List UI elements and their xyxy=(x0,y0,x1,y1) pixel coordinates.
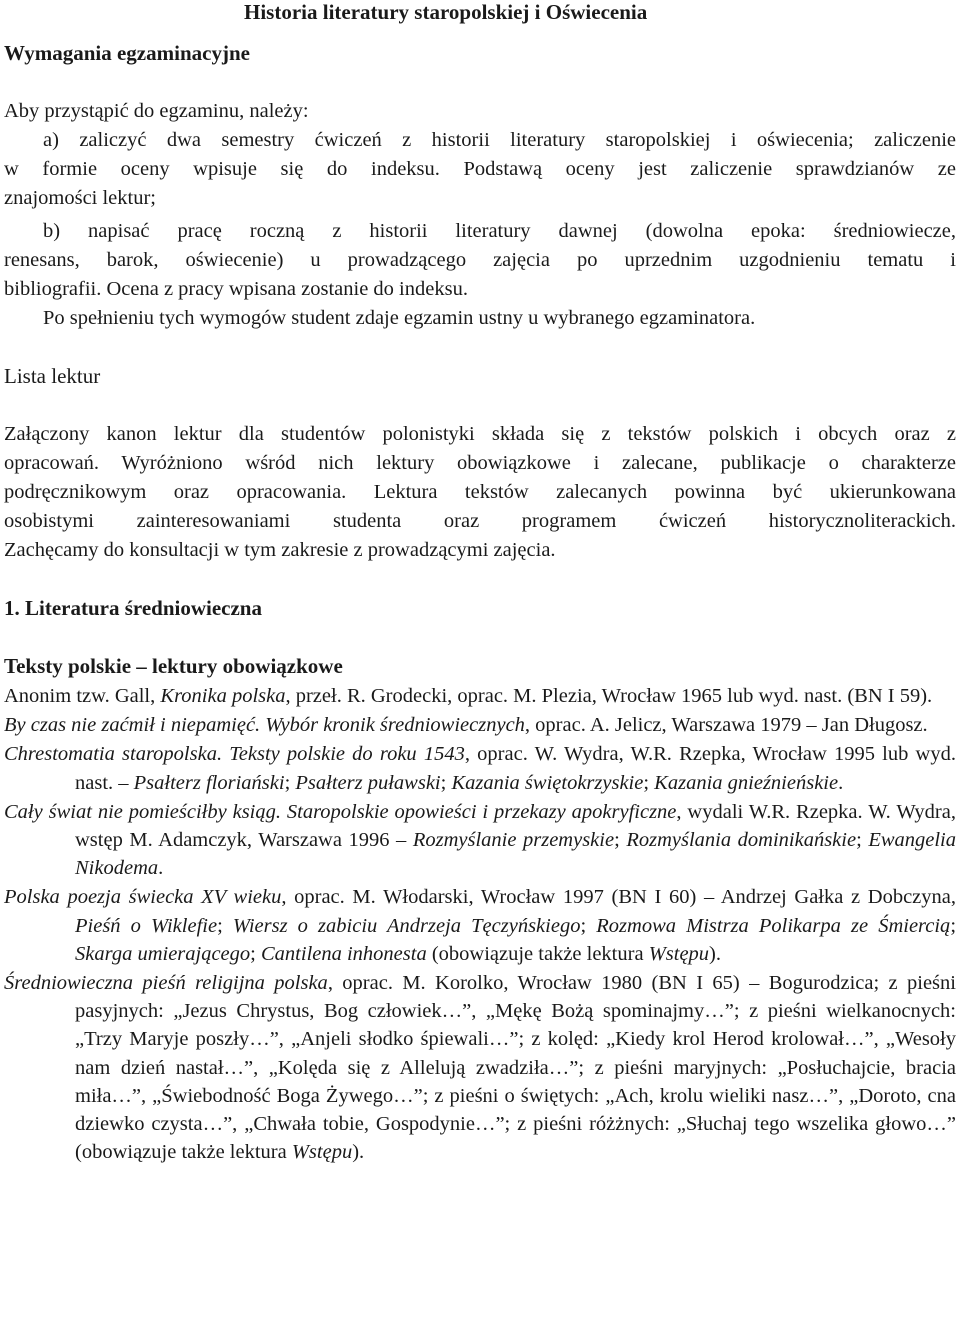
requirement-b-line2: renesans, barok, oświecenie) u prowadzącego zajęcia po uprzednim uzgodnieniu tematu i xyxy=(4,249,956,271)
entry-text: ; xyxy=(217,914,233,937)
section1-subtitle: Teksty polskie – lektury obowiązkowe xyxy=(4,654,343,678)
entry-text: ; xyxy=(250,942,261,965)
requirement-a-line2: w formie oceny wpisuje się do indeksu. Podstawą oceny jest zaliczenie sprawdzianów ze xyxy=(4,158,956,180)
requirements-intro: Aby przystąpić do egzaminu, należy: xyxy=(4,100,309,122)
entry-text: ; xyxy=(856,829,869,852)
entry-text: ). xyxy=(709,942,721,965)
entry-text: ; xyxy=(580,914,597,937)
requirements-closing: Po spełnieniu tych wymogów student zdaje egzamin ustny u wybranego egzaminatora. xyxy=(43,307,756,329)
entry-title: Wstępu xyxy=(648,942,710,965)
entry-title: Chrestomatia staropolska. Teksty polskie do roku 1543 xyxy=(4,743,465,766)
entry-text: ; xyxy=(284,771,296,794)
bibliography-list xyxy=(4,682,956,1166)
entry-title: Polska poezja świecka XV wieku xyxy=(4,886,282,909)
reading-list-p4: osobistymi zainteresowaniami studenta oraz programem ćwiczeń historycznoliterackich. xyxy=(4,510,956,532)
entry-title: Kazania gnieźnieńskie xyxy=(654,771,839,794)
bibliography-entry xyxy=(4,969,956,1166)
entry-title: Rozmyślania dominikańskie xyxy=(626,829,857,852)
entry-title: Psałterz puławski xyxy=(295,771,441,794)
entry-text: ). xyxy=(352,1141,365,1164)
entry-title: Ewangelia Nikodema xyxy=(75,829,956,880)
bibliography-entry xyxy=(4,711,956,739)
reading-list-p5: Zachęcamy do konsultacji w tym zakresie z prowadzącymi zajęcia. xyxy=(4,539,556,561)
requirement-a-line1: a) zaliczyć dwa semestry ćwiczeń z historii literatury staropolskiej i oświecenia; zaliczenie xyxy=(43,129,956,151)
entry-title: Wiersz o zabiciu Andrzeja Tęczyńskiego xyxy=(232,914,581,937)
entry-title: Skarga umierającego xyxy=(75,942,251,965)
entry-text: ; xyxy=(440,771,452,794)
requirement-a-line3: znajomości lektur; xyxy=(4,187,156,209)
bibliography-entry xyxy=(4,740,956,796)
requirement-b-line3: bibliografii. Ocena z pracy wpisana zostanie do indeksu. xyxy=(4,278,468,300)
course-title: Historia literatury staropolskiej i Oświecenia xyxy=(244,0,648,24)
entry-title: By czas nie zaćmił i niepamięć. Wybór kronik średniowiecznych xyxy=(4,714,525,737)
entry-title: Cantilena inhonesta xyxy=(261,942,427,965)
entry-title: Cały świat nie pomieściłby ksiąg. Staropolskie opowieści i przekazy apokryficzne xyxy=(4,800,677,823)
entry-title: Kronika polska xyxy=(160,685,286,707)
bibliography-entry xyxy=(4,883,956,968)
section1-title: 1. Literatura średniowieczna xyxy=(4,596,262,620)
entry-title: Rozmowa Mistrza Polikarpa ze Śmiercią xyxy=(596,914,951,937)
entry-title: Kazania świętokrzyskie xyxy=(451,771,644,794)
entry-text: Anonim tzw. Gall, xyxy=(4,685,161,707)
bibliography-entry xyxy=(4,682,956,710)
entry-title: Rozmyślanie przemyskie xyxy=(412,829,615,852)
reading-list-p1: Załączony kanon lektur dla studentów polonistyki składa się z tekstów polskich i obcych oraz z xyxy=(4,423,956,445)
reading-list-p2: opracowań. Wyróżniono wśród nich lektury obowiązkowe i zalecane, publikacje o charakterze xyxy=(4,452,956,474)
entry-text: ; xyxy=(643,771,655,794)
entry-text: ; xyxy=(950,914,957,937)
reading-list-p3: podręcznikowym oraz opracowania. Lektura tekstów zalecanych powinna być ukierunkowana xyxy=(4,481,956,503)
entry-text: , wydali W.R. Rzepka. W. Wydra, wstęp M. Adamczyk, Warszawa 1996 – xyxy=(75,800,956,852)
entry-text: ; xyxy=(614,829,627,852)
entry-title: Pieśń o Wiklefie xyxy=(75,914,218,937)
entry-text: (obowiązuje także lektura xyxy=(426,942,649,965)
entry-text: , oprac. A. Jelicz, Warszawa 1979 – Jan Długosz. xyxy=(524,714,928,737)
entry-title: Średniowieczna pieśń religijna polska xyxy=(4,972,328,995)
entry-text: , oprac. W. Wydra, W.R. Rzepka, Wrocław 1995 lub wyd. nast. – xyxy=(75,743,956,794)
requirement-b-line1: b) napisać pracę roczną z historii literatury dawnej (dowolna epoka: średniowiecze, xyxy=(43,220,956,242)
entry-text: . xyxy=(838,771,844,794)
entry-text: , oprac. M. Korolko, Wrocław 1980 (BN I 65) – Bogurodzica; z pieśni pasyjnych: „Jezus Chrystus, Bog człowiek…”, „Mękę Bożą spominajmy…”; z pieśni wielkanocnych: „Trzy Maryje poszły…”, „Anjeli słodko śpiewali…”; z kolęd: „Kiedy krol Herod krolował…”, „Wesoły nam dzień nastał…”, „Kolęda się z Allelują zwadziła…”; z pieśni maryjnych: „Posłuchajcie, bracia miła…”, „Świebodność Boga Żywego…”; z pieśni o świętych: „Ach, krolu wieliki nasz…”, „Doroto, cna dziewko czysta…”, „Chwała tobie, Gospodynie…”; z pieśni różżnych: „Słuchaj tego wszelika głowo…” (obowiązuje także lektura xyxy=(75,972,956,1164)
entry-text: . xyxy=(158,857,164,880)
reading-list-title: Lista lektur xyxy=(4,364,101,388)
section-title: Wymagania egzaminacyjne xyxy=(4,41,250,65)
bibliography-entry xyxy=(4,798,956,883)
entry-text: , przeł. R. Grodecki, oprac. M. Plezia, Wrocław 1965 lub wyd. nast. (BN I 59). xyxy=(285,685,933,707)
entry-title: Wstępu xyxy=(291,1141,353,1164)
entry-text: , oprac. M. Włodarski, Wrocław 1997 (BN I 60) – Andrzej Gałka z Dobczyna, xyxy=(281,886,956,909)
entry-title: Psałterz floriański xyxy=(133,771,285,794)
